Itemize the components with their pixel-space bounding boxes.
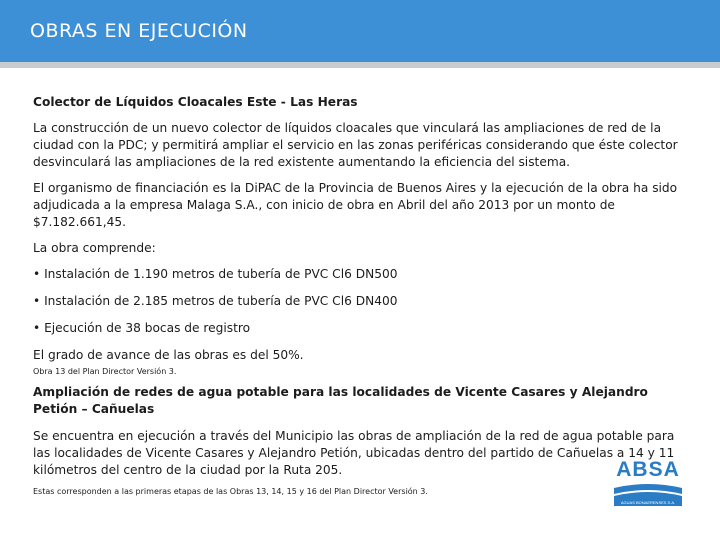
header-divider (0, 62, 720, 68)
bullet-item-2: • Instalación de 2.185 metros de tubería de PVC Cl6 DN400 (33, 294, 398, 308)
section1-paragraph-1: La construcción de un nuevo colector de líquidos cloacales que vinculará las ampliaciones de red de la ciudad con la PDC; y permitirá ampliar el servicio en las zonas periféricas considerando que éste colector desvinculará las ampliaciones de la red existente aumentando la eficiencia del sistema. (33, 121, 678, 169)
bullet-item-1: • Instalación de 1.190 metros de tubería de PVC Cl6 DN500 (33, 267, 398, 281)
section1-intro: La obra comprende: (33, 241, 156, 255)
logo-text: ABSA (616, 458, 680, 481)
absa-logo (608, 458, 688, 518)
section2-paragraph: Se encuentra en ejecución a través del Municipio las obras de ampliación de la red de agua potable para las localidades de Vicente Casares y Alejandro Petión, ubicadas dentro del partido de Cañuelas a 14 y 11 kilómetros del centro de la ciudad por la Ruta 205. (33, 429, 675, 477)
main-content (33, 94, 683, 504)
section2-note: Estas corresponden a las primeras etapas de las Obras 13, 14, 15 y 16 del Plan Director Versión 3. (33, 487, 428, 496)
section1-note: Obra 13 del Plan Director Versión 3. (33, 367, 177, 376)
page-title: OBRAS EN EJECUCIÓN (30, 20, 248, 42)
header-bar (0, 0, 720, 62)
progress-text: El grado de avance de las obras es del 50%. (33, 348, 304, 362)
section2-heading: Ampliación de redes de agua potable para las localidades de Vicente Casares y Alejandro Petión – Cañuelas (33, 385, 648, 416)
logo-wave-icon (608, 482, 688, 516)
logo-subtext: AGUAS BONAERENSES S.A. (620, 500, 676, 505)
section1-heading: Colector de Líquidos Cloacales Este - Las Heras (33, 95, 358, 109)
section1-paragraph-2: El organismo de financiación es la DiPAC de la Provincia de Buenos Aires y la ejecución de la obra ha sido adjudicada a la empresa Malaga S.A., con inicio de obra en Abril del año 2013 por un monto de $7.182.661,45. (33, 181, 678, 229)
bullet-item-3: • Ejecución de 38 bocas de registro (33, 321, 251, 335)
